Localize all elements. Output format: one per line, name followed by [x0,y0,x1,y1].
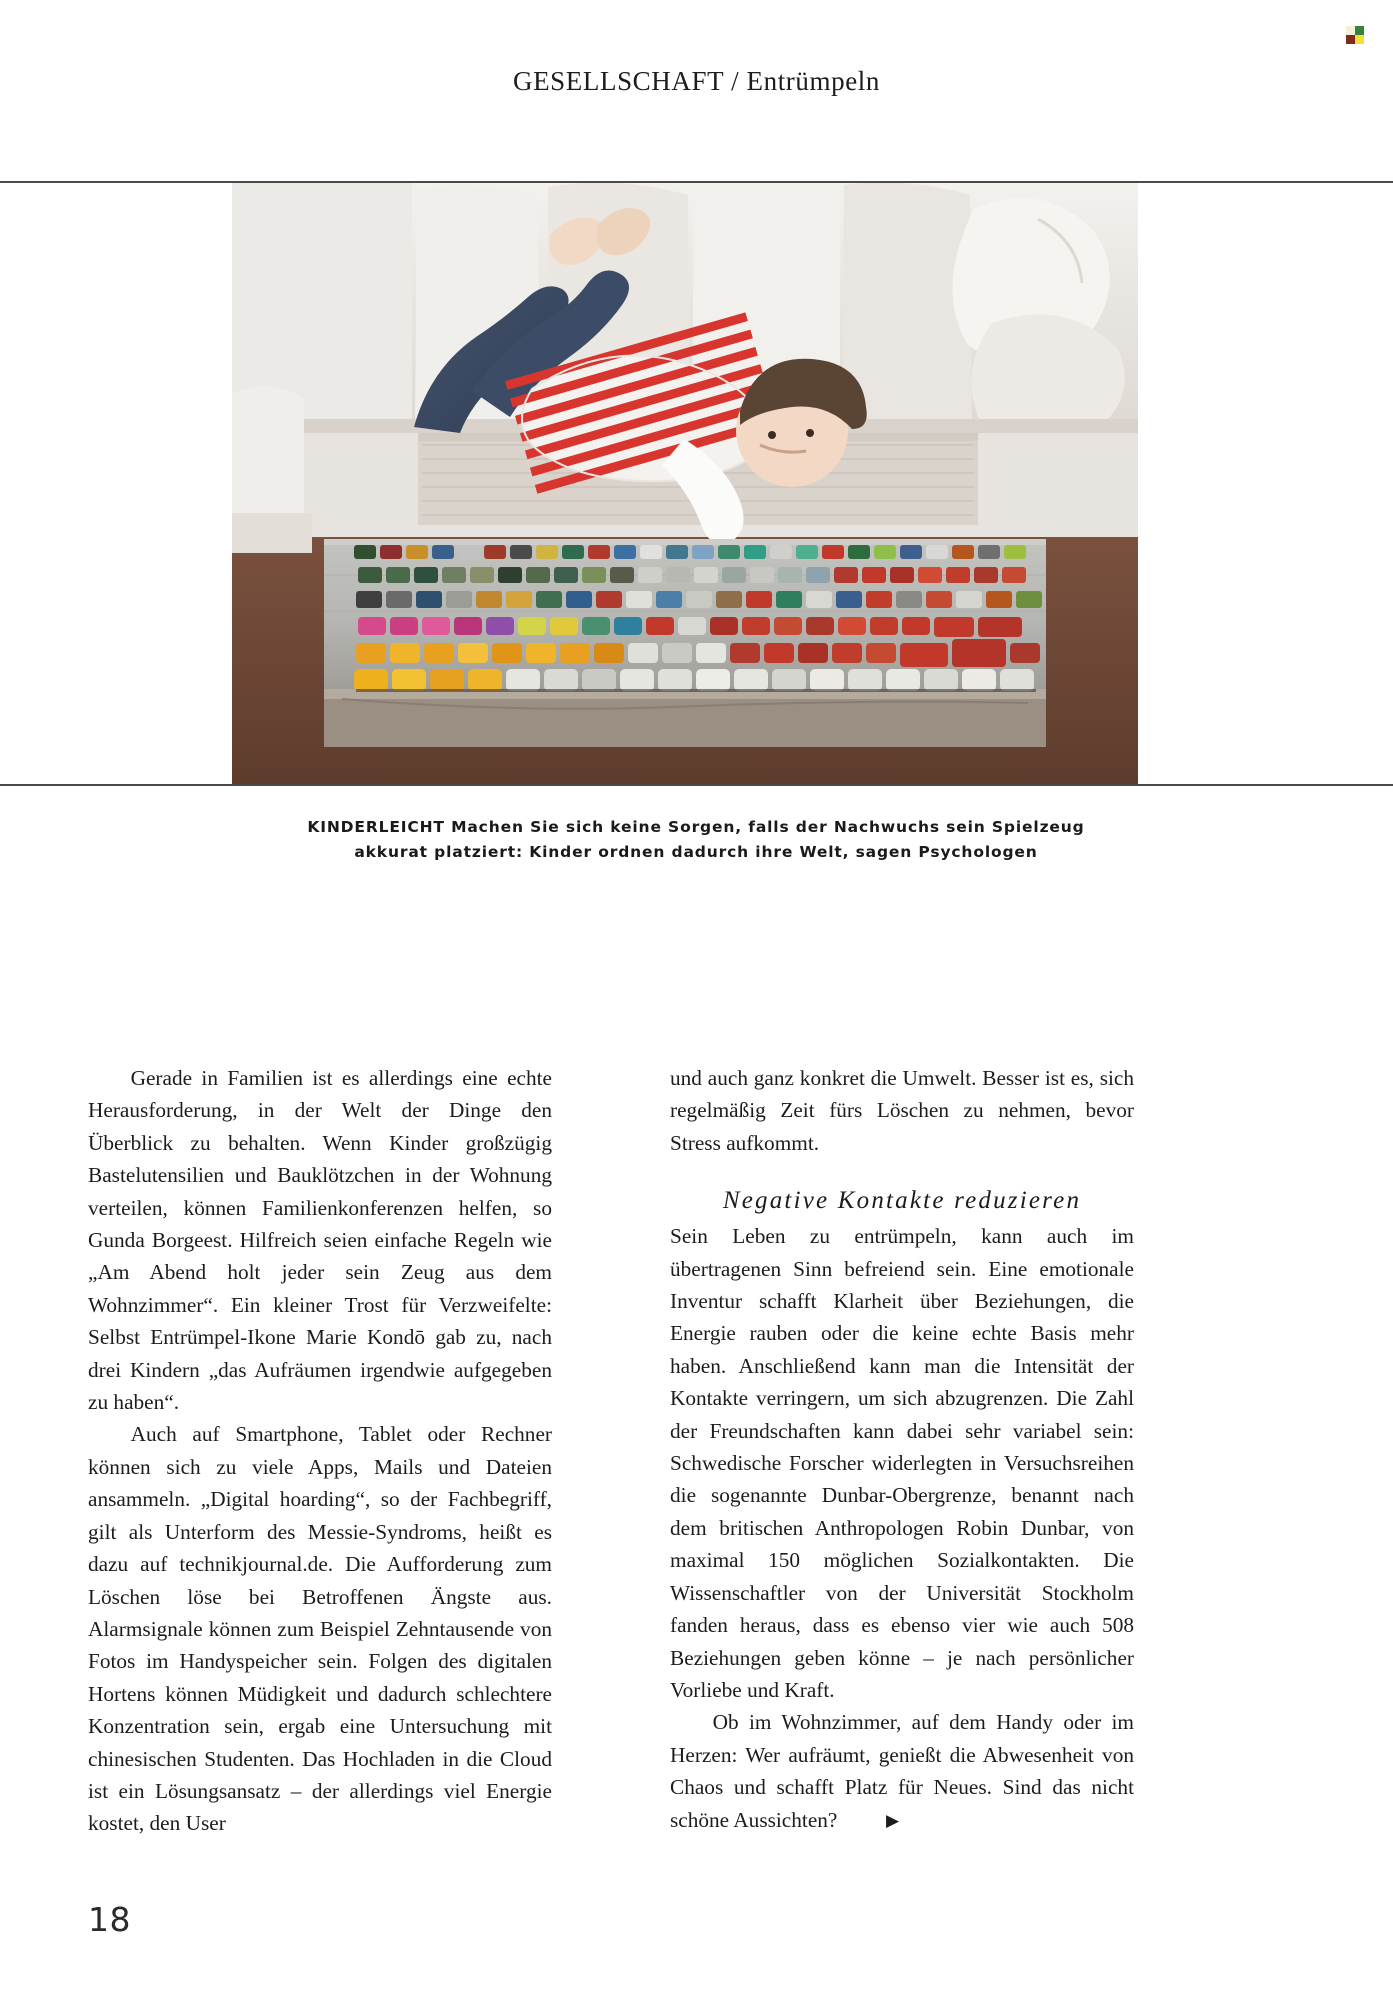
paragraph-right-1: Sein Leben zu entrümpeln, kann auch im übertragenen Sinn befreiend sein. Eine emotionale Inventur schafft Klarheit über Beziehungen, die Energie rauben oder die keine echte Basis mehr haben. Anschließend kann man die Intensität der Kontakte verringern, um sich abzugrenzen. Die Zahl der Freundschaften kann dabei sehr variabel sein: Schwedische Forscher widerlegten in Versuchsreihen die sogenannte Dunbar-Obergrenze, benannt nach dem britischen Anthropologen Robin Dunbar, von maximal 150 möglichen Sozialkontakten. Die Wissenschaftler von der Universität Stockholm fanden heraus, dass es ebenso vier wie auch 508 Beziehungen geben könne – je nach persönlicher Vorliebe und Kraft. [670,1224,1134,1702]
photo-caption [196,815,1196,865]
article-body [88,1062,1298,1840]
running-head: GESELLSCHAFT / Entrümpeln [512,66,880,96]
photo-illustration [232,183,1138,784]
paragraph-right-final [670,1706,1134,1836]
section-subheading: Negative Kontakte reduzieren [722,1187,1082,1215]
column-left [88,1062,552,1840]
reg-swatch-pale [1346,26,1355,35]
reg-swatch-darkred [1346,35,1355,44]
paragraph-right-continuation: und auch ganz konkret die Umwelt. Besser ist es, sich regelmäßig Zeit fürs Löschen zu nehmen, bevor Stress aufkommt. [670,1066,1134,1155]
paragraph-left-1: Gerade in Familien ist es allerdings eine echte Herausforderung, in der Welt der Dinge den Überblick zu behalten. Wenn Kinder großzügig Bastelutensilien und Bauklötzchen in der Wohnung verteilen, können Familienkonferenzen helfen, so Gunda Borgeest. Hilfreich seien einfache Regeln wie „Am Abend holt jeder sein Zeug aus dem Wohnzimmer“. Ein kleiner Trost für Verzweifelte: Selbst Entrümpel-Ikone Marie Kondō gab zu, nach drei Kindern „das Aufräumen irgendwie aufgegeben zu haben“. [88,1066,552,1415]
divider-bottom [0,784,1393,786]
end-of-article-marker: ▶ [885,1810,900,1830]
reg-swatch-yellow [1355,35,1364,44]
paragraph-left-2: Auch auf Smartphone, Tablet oder Rechner können sich zu viele Apps, Mails und Dateien ansammeln. „Digital hoarding“, so der Fachbegriff, gilt als Unterform des Messie-Syndroms, heißt es dazu auf technikjournal.de. Die Aufforderung zum Löschen löse bei Betroffenen Ängste aus. Alarmsignale können zum Beispiel Zehntausende von Fotos im Handyspeicher sein. Folgen des digitalen Hortens können Müdigkeit und dadurch schlechtere Konzentration sein, ergab eine Untersuchung mit chinesischen Studenten. Das Hochladen in die Cloud ist ein Lösungsansatz – der allerdings viel Energie kostet, den User [88,1422,552,1836]
article-photo [232,183,1138,784]
caption-line-1: KINDERLEICHT Machen Sie sich keine Sorgen, falls der Nachwuchs sein Spielzeug [307,818,1085,836]
reg-swatch-green [1355,26,1364,35]
page-number: 18 [88,1900,131,1939]
paragraph-right-final-text: Ob im Wohnzimmer, auf dem Handy oder im Herzen: Wer aufräumt, genießt die Abwesenheit von Chaos und schafft Platz für Neues. Sind das nicht schöne Aussichten? [670,1710,1134,1832]
caption-line-2: akkurat platziert: Kinder ordnen dadurch ihre Welt, sagen Psychologen [354,843,1038,862]
registration-color-mark [1346,26,1364,44]
column-right [670,1062,1134,1840]
